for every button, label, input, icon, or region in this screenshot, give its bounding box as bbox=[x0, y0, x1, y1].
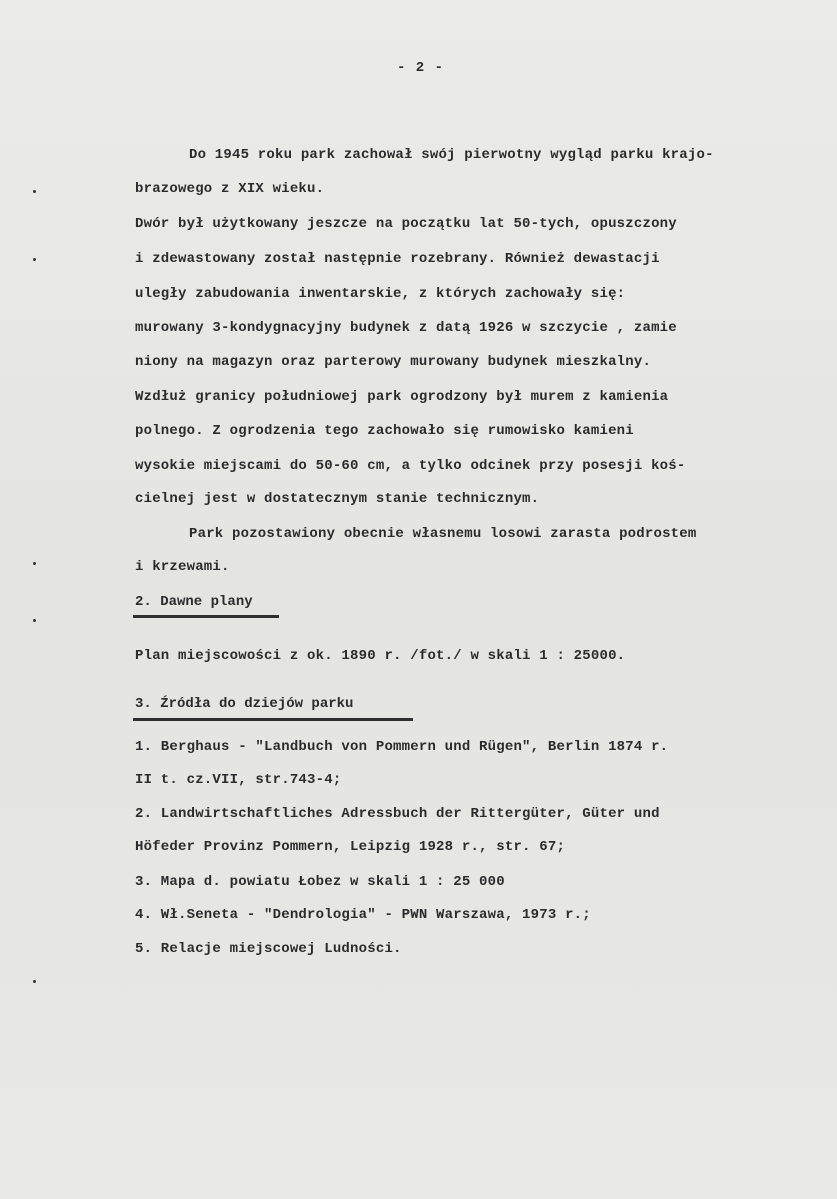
heading-underline bbox=[133, 718, 413, 721]
source-item: Höfeder Provinz Pommern, Leipzig 1928 r., str. 67; bbox=[135, 839, 566, 855]
scan-speck bbox=[33, 258, 36, 261]
text-line: Dwór był użytkowany jeszcze na początku lat 50-tych, opuszczony bbox=[135, 216, 677, 232]
source-item: 4. Wł.Seneta - "Dendrologia" - PWN Warszawa, 1973 r.; bbox=[135, 907, 591, 923]
section-heading: 3. Źródła do dziejów parku bbox=[135, 696, 354, 712]
scan-speck bbox=[33, 190, 36, 193]
scan-speck bbox=[33, 619, 36, 622]
source-item: 5. Relacje miejscowej Ludności. bbox=[135, 941, 402, 957]
source-item: 1. Berghaus - "Landbuch von Pommern und Rügen", Berlin 1874 r. bbox=[135, 739, 669, 755]
source-item: II t. cz.VII, str.743-4; bbox=[135, 772, 342, 788]
text-line: i krzewami. bbox=[135, 559, 230, 575]
source-item: 3. Mapa d. powiatu Łobez w skali 1 : 25 000 bbox=[135, 874, 505, 890]
source-item: 2. Landwirtschaftliches Adressbuch der Rittergüter, Güter und bbox=[135, 806, 660, 822]
page-number: - 2 - bbox=[397, 60, 445, 76]
text-line: i zdewastowany został następnie rozebrany. Również dewastacji bbox=[135, 251, 660, 267]
text-line: Do 1945 roku park zachował swój pierwotny wygląd parku krajo- bbox=[189, 147, 714, 163]
text-line: uległy zabudowania inwentarskie, z których zachowały się: bbox=[135, 286, 626, 302]
text-line: cielnej jest w dostatecznym stanie technicznym. bbox=[135, 491, 540, 507]
scan-speck bbox=[33, 562, 36, 565]
text-line: wysokie miejscami do 50-60 cm, a tylko odcinek przy posesji koś- bbox=[135, 458, 686, 474]
heading-underline bbox=[133, 615, 279, 618]
text-line: Park pozostawiony obecnie własnemu losowi zarasta podrostem bbox=[189, 526, 697, 542]
text-line: Wzdłuż granicy południowej park ogrodzony był murem z kamienia bbox=[135, 389, 669, 405]
text-line: polnego. Z ogrodzenia tego zachowało się rumowisko kamieni bbox=[135, 423, 634, 439]
text-line: brazowego z XIX wieku. bbox=[135, 181, 325, 197]
text-line: murowany 3-kondygnacyjny budynek z datą 1926 w szczycie , zamie bbox=[135, 320, 677, 336]
text-line: Plan miejscowości z ok. 1890 r. /fot./ w skali 1 : 25000. bbox=[135, 648, 626, 664]
scan-speck bbox=[33, 980, 36, 983]
section-heading: 2. Dawne plany bbox=[135, 594, 253, 610]
text-line: niony na magazyn oraz parterowy murowany budynek mieszkalny. bbox=[135, 354, 652, 370]
